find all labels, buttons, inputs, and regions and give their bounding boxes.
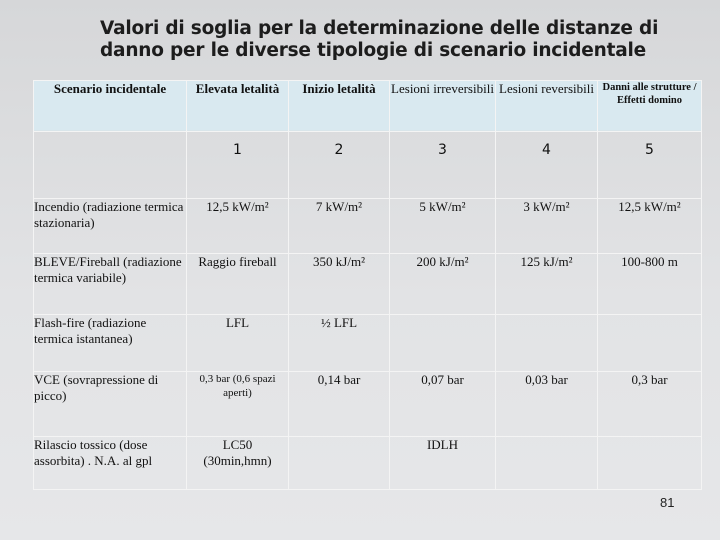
number-cell: 3: [390, 132, 496, 199]
value-cell: 12,5 kW/m²: [187, 199, 289, 254]
value-cell: [496, 437, 598, 490]
threshold-table: [33, 80, 702, 490]
value-cell: 0,3 bar (0,6 spazi aperti): [187, 372, 289, 437]
table-row: [34, 437, 702, 490]
number-cell: 1: [187, 132, 289, 199]
header-elevata-letalita: Elevata letalità: [187, 81, 289, 132]
number-cell: [34, 132, 187, 199]
value-cell: [598, 315, 702, 372]
value-cell: 5 kW/m²: [390, 199, 496, 254]
value-cell: Raggio fireball: [187, 254, 289, 315]
value-cell: 125 kJ/m²: [496, 254, 598, 315]
value-cell: [496, 315, 598, 372]
value-cell: 7 kW/m²: [289, 199, 390, 254]
slide-title-line2: danno per le diverse tipologie di scenario incidentale: [100, 40, 646, 61]
value-cell: [390, 315, 496, 372]
value-cell: 350 kJ/m²: [289, 254, 390, 315]
slide-title: [100, 18, 700, 62]
value-cell: LC50 (30min,hmn): [187, 437, 289, 490]
value-cell: 0,14 bar: [289, 372, 390, 437]
value-cell: [289, 437, 390, 490]
value-cell: ½ LFL: [289, 315, 390, 372]
value-cell: 3 kW/m²: [496, 199, 598, 254]
value-cell: IDLH: [390, 437, 496, 490]
number-cell: 4: [496, 132, 598, 199]
scenario-label: VCE (sovrapressione di picco): [34, 372, 187, 437]
table-row: [34, 199, 702, 254]
header-danni-strutture: Danni alle strutture / Effetti domino: [598, 81, 702, 132]
table-row: [34, 315, 702, 372]
value-cell: 0,07 bar: [390, 372, 496, 437]
scenario-label: Rilascio tossico (dose assorbita) . N.A. al gpl: [34, 437, 187, 490]
header-lesioni-irreversibili: Lesioni irreversibili: [390, 81, 496, 132]
number-cell: 2: [289, 132, 390, 199]
scenario-label: BLEVE/Fireball (radiazione termica variabile): [34, 254, 187, 315]
value-cell: LFL: [187, 315, 289, 372]
header-lesioni-reversibili: Lesioni reversibili: [496, 81, 598, 132]
value-cell: 0,03 bar: [496, 372, 598, 437]
value-cell: 100-800 m: [598, 254, 702, 315]
value-cell: 200 kJ/m²: [390, 254, 496, 315]
page-number: 81: [660, 495, 675, 510]
table-row: [34, 372, 702, 437]
scenario-label: Incendio (radiazione termica stazionaria): [34, 199, 187, 254]
table-row: [34, 254, 702, 315]
header-scenario: Scenario incidentale: [34, 81, 187, 132]
slide-title-line1: Valori di soglia per la determinazione delle distanze di: [100, 18, 659, 39]
scenario-label: Flash-fire (radiazione termica istantanea): [34, 315, 187, 372]
table-header-row: [34, 81, 702, 132]
header-inizio-letalita: Inizio letalità: [289, 81, 390, 132]
number-cell: 5: [598, 132, 702, 199]
value-cell: 12,5 kW/m²: [598, 199, 702, 254]
value-cell: 0,3 bar: [598, 372, 702, 437]
table-number-row: [34, 132, 702, 199]
value-cell: [598, 437, 702, 490]
